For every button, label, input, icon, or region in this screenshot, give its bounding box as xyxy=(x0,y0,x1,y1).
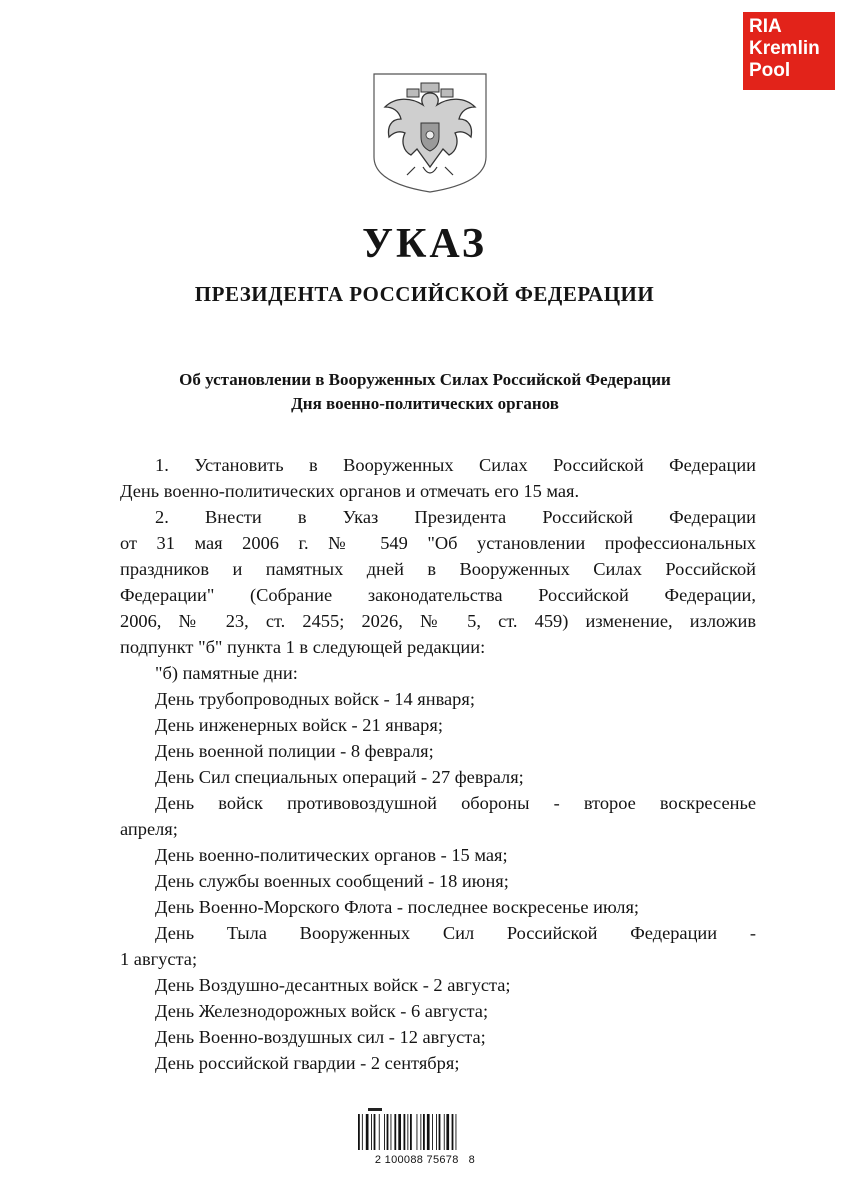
list-item: День Железнодорожных войск - 6 августа; xyxy=(155,1001,489,1021)
logo-line-ria: RIA xyxy=(749,16,782,37)
list-item: День военной полиции - 8 февраля; xyxy=(155,741,434,761)
barcode-bar xyxy=(456,1114,457,1150)
barcode-bar xyxy=(391,1114,392,1150)
list-item: День трубопроводных войск - 14 января; xyxy=(155,689,475,709)
list-item-continuation: 1 августа; xyxy=(120,949,198,969)
barcode-bar xyxy=(410,1114,412,1150)
barcode-bar xyxy=(436,1114,437,1150)
barcode-bar xyxy=(358,1114,360,1150)
barcode-bar xyxy=(446,1114,449,1150)
barcode-bar xyxy=(452,1114,454,1150)
barcode-bar xyxy=(427,1114,430,1150)
text-line: 1. Установить в Вооруженных Силах Российской Федерации xyxy=(155,455,756,475)
barcode xyxy=(352,1108,498,1166)
text-line: от 31 мая 2006 г. № 549 "Об установлении профессиональных xyxy=(120,533,756,553)
barcode-bars xyxy=(352,1108,498,1152)
barcode-bar xyxy=(420,1114,421,1150)
coat-of-arms-icon xyxy=(371,71,489,195)
barcode-bar xyxy=(432,1114,433,1150)
heading-line: Дня военно-политических органов xyxy=(291,394,559,413)
document-title: УКАЗ xyxy=(362,221,487,267)
heading-line: Об установлении в Вооруженных Силах Российской Федерации xyxy=(179,370,671,389)
list-item: День службы военных сообщений - 18 июня; xyxy=(155,871,509,891)
barcode-bar xyxy=(384,1114,385,1150)
text-line: праздников и памятных дней в Вооруженных Силах Российской xyxy=(120,559,756,579)
barcode-digits: 2 100088 75678 8 xyxy=(374,1154,476,1166)
list-item: День российской гвардии - 2 сентября; xyxy=(155,1053,460,1073)
list-item: День войск противовоздушной обороны - второе воскресенье xyxy=(155,793,756,813)
barcode-bar xyxy=(398,1114,401,1150)
list-item: День Военно-воздушных сил - 12 августа; xyxy=(155,1027,486,1047)
decree-body xyxy=(120,452,756,1076)
barcode-bar xyxy=(444,1114,445,1150)
barcode-bar xyxy=(417,1114,418,1150)
list-item: День Сил специальных операций - 27 февраля; xyxy=(155,767,524,787)
text-line: подпункт "б" пункта 1 в следующей редакции: xyxy=(120,637,486,657)
text-line: Федерации" (Собрание законодательства Российской Федерации, xyxy=(120,585,756,605)
barcode-bar xyxy=(371,1114,372,1150)
barcode-bar xyxy=(362,1114,363,1150)
barcode-bar xyxy=(404,1114,406,1150)
logo-line-kremlin: Kremlin xyxy=(749,38,820,59)
barcode-bar xyxy=(407,1114,408,1150)
barcode-mark xyxy=(368,1108,382,1111)
ria-kremlin-pool-logo xyxy=(743,12,835,90)
list-item: День военно-политических органов - 15 мая; xyxy=(155,845,508,865)
text-line: 2. Внести в Указ Президента Российской Федерации xyxy=(155,507,756,527)
decree-heading xyxy=(60,368,790,416)
text-line: "б) памятные дни: xyxy=(155,663,298,683)
barcode-bar xyxy=(423,1114,425,1150)
barcode-bar xyxy=(379,1114,380,1150)
list-item-continuation: апреля; xyxy=(120,819,178,839)
barcode-bar xyxy=(387,1114,389,1150)
barcode-bar xyxy=(394,1114,396,1150)
list-item: День Тыла Вооруженных Сил Российской Федерации - xyxy=(155,923,756,943)
list-item: День инженерных войск - 21 января; xyxy=(155,715,443,735)
barcode-bar xyxy=(366,1114,369,1150)
barcode-bar xyxy=(439,1114,441,1150)
logo-line-pool: Pool xyxy=(749,60,791,81)
list-item: День Воздушно-десантных войск - 2 августа; xyxy=(155,975,511,995)
list-item: День Военно-Морского Флота - последнее воскресенье июля; xyxy=(155,897,640,917)
text-line: День военно-политических органов и отмечать его 15 мая. xyxy=(120,481,580,501)
text-line: 2006, № 23, ст. 2455; 2026, № 5, ст. 459) изменение, изложив xyxy=(120,611,756,631)
document-subtitle: ПРЕЗИДЕНТА РОССИЙСКОЙ ФЕДЕРАЦИИ xyxy=(194,282,655,306)
barcode-bar xyxy=(374,1114,376,1150)
